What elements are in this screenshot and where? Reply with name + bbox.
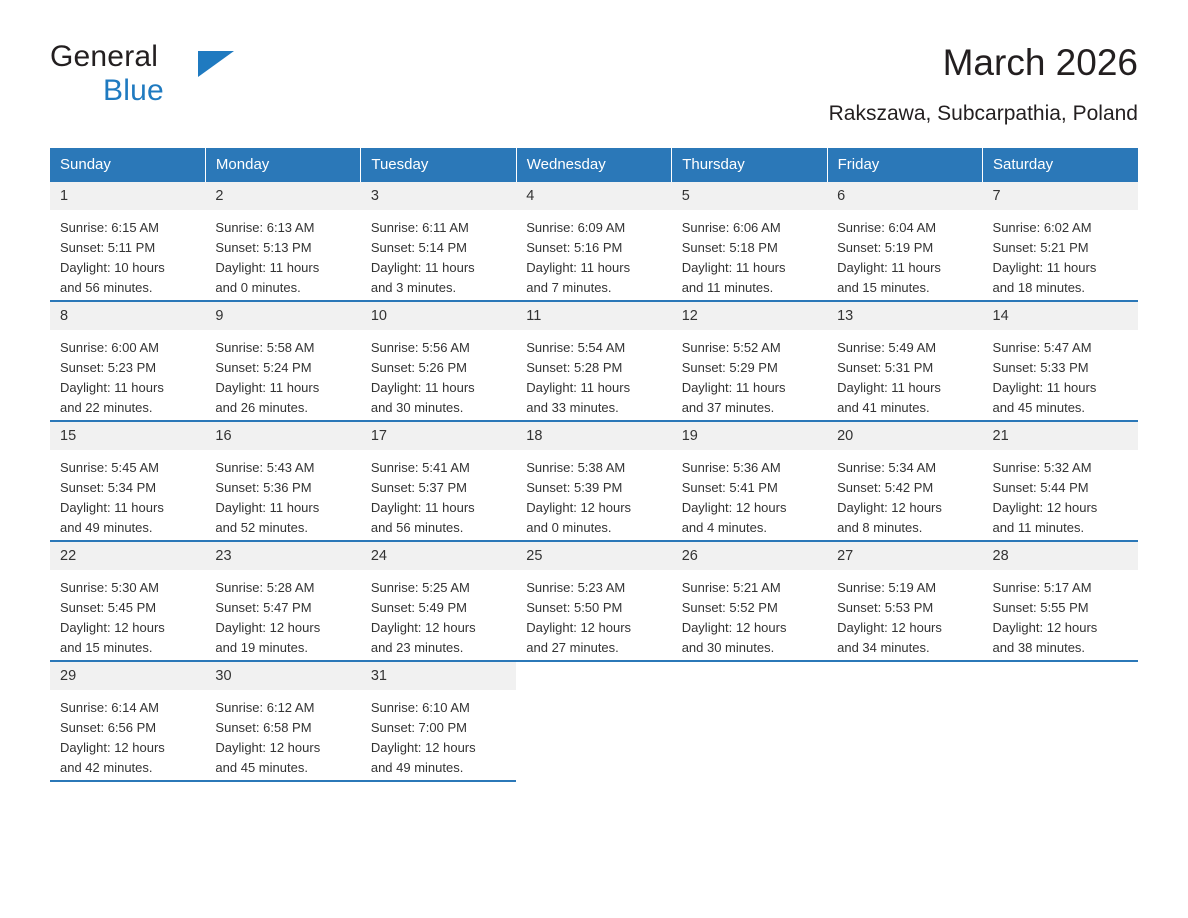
day-cell bbox=[516, 541, 671, 661]
day-details bbox=[827, 330, 982, 418]
sunrise-text: Sunrise: 5:30 AM bbox=[60, 580, 159, 596]
sunrise-text: Sunrise: 5:54 AM bbox=[526, 340, 626, 356]
sunset-text: Sunset: 5:34 PM bbox=[60, 480, 157, 496]
sunrise-text: Sunrise: 6:04 AM bbox=[837, 220, 937, 236]
day-number: 16 bbox=[205, 422, 360, 451]
daylight-text-line1: Daylight: 12 hours bbox=[215, 620, 321, 636]
sunset-text: Sunset: 5:33 PM bbox=[992, 360, 1089, 376]
daylight-text-line1: Daylight: 11 hours bbox=[992, 260, 1097, 276]
sunset-text: Sunset: 7:00 PM bbox=[370, 720, 467, 736]
day-number: 1 bbox=[50, 182, 205, 211]
day-details bbox=[672, 330, 827, 418]
day-details bbox=[205, 690, 360, 778]
day-cell-empty bbox=[672, 661, 827, 781]
generalblue-logo bbox=[50, 42, 250, 112]
day-cell bbox=[50, 301, 205, 421]
sunrise-text: Sunrise: 5:38 AM bbox=[526, 460, 626, 476]
sunrise-text: Sunrise: 6:13 AM bbox=[215, 220, 315, 236]
daylight-text-line2: and 52 minutes. bbox=[215, 520, 308, 536]
sunrise-text: Sunrise: 5:34 AM bbox=[837, 460, 937, 476]
daylight-text-line1: Daylight: 11 hours bbox=[215, 260, 320, 276]
sunset-text: Sunset: 5:29 PM bbox=[681, 360, 778, 376]
daylight-text-line2: and 56 minutes. bbox=[370, 520, 464, 536]
day-cell bbox=[205, 182, 360, 301]
sunset-text: Sunset: 5:11 PM bbox=[60, 240, 156, 256]
day-details bbox=[672, 570, 827, 658]
daylight-text-line1: Daylight: 12 hours bbox=[215, 740, 321, 756]
sunrise-text: Sunrise: 5:23 AM bbox=[526, 580, 626, 596]
sunrise-text: Sunrise: 6:02 AM bbox=[992, 220, 1092, 236]
sunset-text: Sunset: 6:56 PM bbox=[60, 720, 157, 736]
weekday-header-friday: Friday bbox=[827, 148, 982, 182]
day-details bbox=[516, 210, 671, 298]
day-cell bbox=[672, 301, 827, 421]
daylight-text-line2: and 27 minutes. bbox=[526, 640, 619, 656]
daylight-text-line1: Daylight: 10 hours bbox=[60, 260, 165, 276]
daylight-text-line1: Daylight: 11 hours bbox=[215, 500, 320, 516]
daylight-text-line1: Daylight: 12 hours bbox=[837, 620, 942, 636]
sunrise-text: Sunrise: 5:58 AM bbox=[215, 340, 315, 356]
sunrise-text: Sunrise: 5:41 AM bbox=[370, 460, 470, 476]
sunset-text: Sunset: 5:24 PM bbox=[215, 360, 312, 376]
day-cell bbox=[50, 541, 205, 661]
daylight-text-line1: Daylight: 11 hours bbox=[526, 380, 631, 396]
sunset-text: Sunset: 5:18 PM bbox=[681, 240, 778, 256]
day-number: 20 bbox=[827, 422, 982, 451]
daylight-text-line2: and 3 minutes. bbox=[370, 280, 457, 296]
sunset-text: Sunset: 5:19 PM bbox=[837, 240, 934, 256]
sunset-text: Sunset: 6:58 PM bbox=[215, 720, 312, 736]
day-cell bbox=[672, 421, 827, 541]
sunrise-text: Sunrise: 6:15 AM bbox=[60, 220, 159, 236]
sunset-text: Sunset: 5:26 PM bbox=[370, 360, 467, 376]
daylight-text-line2: and 18 minutes. bbox=[992, 280, 1086, 296]
sunrise-text: Sunrise: 5:45 AM bbox=[60, 460, 159, 476]
day-details bbox=[205, 330, 360, 418]
day-number: 18 bbox=[516, 422, 671, 451]
daylight-text-line1: Daylight: 12 hours bbox=[992, 500, 1098, 516]
day-details bbox=[516, 570, 671, 658]
weekday-header-saturday: Saturday bbox=[983, 148, 1138, 182]
daylight-text-line2: and 0 minutes. bbox=[215, 280, 301, 296]
sunset-text: Sunset: 5:39 PM bbox=[526, 480, 623, 496]
day-number: 19 bbox=[672, 422, 827, 451]
day-details bbox=[205, 450, 360, 538]
day-cell bbox=[827, 182, 982, 301]
day-number: 9 bbox=[205, 302, 360, 331]
daylight-text-line1: Daylight: 12 hours bbox=[526, 500, 632, 516]
daylight-text-line2: and 42 minutes. bbox=[60, 760, 153, 776]
day-number: 25 bbox=[516, 542, 671, 571]
sunset-text: Sunset: 5:23 PM bbox=[60, 360, 157, 376]
sunset-text: Sunset: 5:41 PM bbox=[681, 480, 778, 496]
day-number: 24 bbox=[361, 542, 516, 571]
daylight-text-line1: Daylight: 12 hours bbox=[60, 740, 165, 756]
daylight-text-line2: and 41 minutes. bbox=[837, 400, 930, 416]
day-details bbox=[983, 210, 1138, 298]
sunset-text: Sunset: 5:42 PM bbox=[837, 480, 934, 496]
day-cell bbox=[672, 182, 827, 301]
day-number: 31 bbox=[361, 662, 516, 691]
sunset-text: Sunset: 5:28 PM bbox=[526, 360, 623, 376]
daylight-text-line1: Daylight: 12 hours bbox=[526, 620, 632, 636]
day-number: 27 bbox=[827, 542, 982, 571]
day-cell bbox=[361, 421, 516, 541]
sunset-text: Sunset: 5:55 PM bbox=[992, 600, 1089, 616]
day-cell bbox=[205, 421, 360, 541]
day-number: 7 bbox=[983, 182, 1138, 211]
page-header bbox=[50, 0, 1138, 126]
daylight-text-line1: Daylight: 11 hours bbox=[837, 260, 941, 276]
day-cell bbox=[827, 301, 982, 421]
title-block bbox=[829, 42, 1138, 126]
daylight-text-line2: and 34 minutes. bbox=[837, 640, 930, 656]
day-number: 10 bbox=[361, 302, 516, 331]
day-cell-empty bbox=[983, 661, 1138, 781]
daylight-text-line2: and 45 minutes. bbox=[992, 400, 1086, 416]
daylight-text-line1: Daylight: 11 hours bbox=[370, 380, 475, 396]
day-cell bbox=[50, 421, 205, 541]
weekday-header-row bbox=[50, 148, 1138, 182]
day-details bbox=[983, 570, 1138, 658]
weekday-header-tuesday: Tuesday bbox=[361, 148, 516, 182]
sunset-text: Sunset: 5:36 PM bbox=[215, 480, 312, 496]
sunrise-text: Sunrise: 5:56 AM bbox=[370, 340, 470, 356]
sunrise-text: Sunrise: 5:52 AM bbox=[681, 340, 781, 356]
daylight-text-line1: Daylight: 11 hours bbox=[681, 380, 786, 396]
sunrise-text: Sunrise: 6:11 AM bbox=[370, 220, 469, 236]
sunrise-text: Sunrise: 6:06 AM bbox=[681, 220, 781, 236]
day-cell bbox=[50, 182, 205, 301]
day-cell-empty bbox=[516, 661, 671, 781]
day-number: 29 bbox=[50, 662, 205, 691]
day-number: 30 bbox=[205, 662, 360, 691]
daylight-text-line2: and 8 minutes. bbox=[837, 520, 923, 536]
daylight-text-line1: Daylight: 11 hours bbox=[370, 260, 475, 276]
day-details bbox=[827, 210, 982, 298]
location-subtitle: Rakszawa, Subcarpathia, Poland bbox=[828, 101, 1138, 125]
sunset-text: Sunset: 5:45 PM bbox=[60, 600, 157, 616]
day-cell bbox=[516, 301, 671, 421]
sunset-text: Sunset: 5:31 PM bbox=[837, 360, 934, 376]
daylight-text-line1: Daylight: 12 hours bbox=[681, 500, 787, 516]
calendar-week-row bbox=[50, 661, 1138, 781]
day-cell bbox=[205, 661, 360, 781]
page-title: March 2026 bbox=[942, 42, 1138, 83]
day-number: 21 bbox=[983, 422, 1138, 451]
daylight-text-line1: Daylight: 11 hours bbox=[370, 500, 475, 516]
sunrise-text: Sunrise: 5:32 AM bbox=[992, 460, 1092, 476]
day-number bbox=[672, 662, 827, 676]
day-number: 13 bbox=[827, 302, 982, 331]
day-cell bbox=[361, 182, 516, 301]
weekday-header-sunday: Sunday bbox=[50, 148, 205, 182]
daylight-text-line1: Daylight: 11 hours bbox=[215, 380, 320, 396]
sunrise-text: Sunrise: 6:12 AM bbox=[215, 700, 315, 716]
day-cell bbox=[516, 182, 671, 301]
day-cell bbox=[672, 541, 827, 661]
day-details bbox=[50, 330, 205, 418]
sunrise-text: Sunrise: 5:43 AM bbox=[215, 460, 315, 476]
daylight-text-line1: Daylight: 11 hours bbox=[60, 500, 164, 516]
day-details bbox=[361, 570, 516, 658]
day-details bbox=[50, 570, 205, 658]
day-details bbox=[50, 210, 205, 298]
day-number: 11 bbox=[516, 302, 671, 331]
day-number: 2 bbox=[205, 182, 360, 211]
sunrise-text: Sunrise: 6:10 AM bbox=[370, 700, 470, 716]
calendar-week-row bbox=[50, 301, 1138, 421]
day-details bbox=[983, 330, 1138, 418]
logo-text-general: General bbox=[50, 40, 159, 73]
daylight-text-line2: and 19 minutes. bbox=[215, 640, 308, 656]
weekday-header-wednesday: Wednesday bbox=[516, 148, 671, 182]
day-cell bbox=[827, 421, 982, 541]
day-number bbox=[983, 662, 1138, 676]
day-cell-empty bbox=[827, 661, 982, 781]
day-details bbox=[827, 450, 982, 538]
daylight-text-line1: Daylight: 12 hours bbox=[992, 620, 1098, 636]
day-number: 14 bbox=[983, 302, 1138, 331]
day-details bbox=[361, 450, 516, 538]
daylight-text-line2: and 15 minutes. bbox=[837, 280, 930, 296]
day-number: 17 bbox=[361, 422, 516, 451]
day-cell bbox=[983, 541, 1138, 661]
daylight-text-line1: Daylight: 11 hours bbox=[526, 260, 631, 276]
daylight-text-line2: and 7 minutes. bbox=[526, 280, 612, 296]
day-number: 5 bbox=[672, 182, 827, 211]
day-number: 26 bbox=[672, 542, 827, 571]
daylight-text-line2: and 37 minutes. bbox=[681, 400, 775, 416]
daylight-text-line2: and 45 minutes. bbox=[215, 760, 308, 776]
sunset-text: Sunset: 5:16 PM bbox=[526, 240, 623, 256]
daylight-text-line1: Daylight: 12 hours bbox=[370, 740, 476, 756]
daylight-text-line1: Daylight: 11 hours bbox=[681, 260, 786, 276]
day-details bbox=[983, 450, 1138, 538]
day-number: 12 bbox=[672, 302, 827, 331]
day-details bbox=[361, 330, 516, 418]
sunset-text: Sunset: 5:50 PM bbox=[526, 600, 623, 616]
daylight-text-line2: and 30 minutes. bbox=[681, 640, 775, 656]
sunrise-text: Sunrise: 5:25 AM bbox=[370, 580, 470, 596]
daylight-text-line1: Daylight: 12 hours bbox=[837, 500, 942, 516]
sunset-text: Sunset: 5:37 PM bbox=[370, 480, 467, 496]
day-cell bbox=[516, 421, 671, 541]
day-cell bbox=[983, 301, 1138, 421]
sunrise-text: Sunrise: 5:28 AM bbox=[215, 580, 315, 596]
day-details bbox=[827, 570, 982, 658]
daylight-text-line2: and 22 minutes. bbox=[60, 400, 153, 416]
daylight-text-line2: and 11 minutes. bbox=[681, 280, 774, 296]
sunset-text: Sunset: 5:21 PM bbox=[992, 240, 1089, 256]
daylight-text-line2: and 33 minutes. bbox=[526, 400, 619, 416]
sunset-text: Sunset: 5:47 PM bbox=[215, 600, 312, 616]
day-cell bbox=[50, 661, 205, 781]
daylight-text-line1: Daylight: 11 hours bbox=[992, 380, 1097, 396]
day-number: 6 bbox=[827, 182, 982, 211]
day-cell bbox=[361, 661, 516, 781]
sunset-text: Sunset: 5:53 PM bbox=[837, 600, 934, 616]
daylight-text-line1: Daylight: 12 hours bbox=[681, 620, 787, 636]
day-details bbox=[672, 210, 827, 298]
sunrise-text: Sunrise: 5:49 AM bbox=[837, 340, 937, 356]
logo-text-blue: Blue bbox=[103, 74, 164, 107]
daylight-text-line2: and 15 minutes. bbox=[60, 640, 153, 656]
day-details bbox=[672, 450, 827, 538]
day-number: 4 bbox=[516, 182, 671, 211]
daylight-text-line2: and 30 minutes. bbox=[370, 400, 464, 416]
day-details bbox=[50, 690, 205, 778]
daylight-text-line2: and 0 minutes. bbox=[526, 520, 612, 536]
weekday-header-monday: Monday bbox=[205, 148, 360, 182]
day-number bbox=[827, 662, 982, 676]
day-number: 15 bbox=[50, 422, 205, 451]
sunrise-text: Sunrise: 5:21 AM bbox=[681, 580, 781, 596]
day-cell bbox=[983, 421, 1138, 541]
sunrise-text: Sunrise: 5:47 AM bbox=[992, 340, 1092, 356]
day-details bbox=[361, 690, 516, 778]
day-details bbox=[50, 450, 205, 538]
sunrise-text: Sunrise: 6:00 AM bbox=[60, 340, 159, 356]
sunset-text: Sunset: 5:52 PM bbox=[681, 600, 778, 616]
sunrise-text: Sunrise: 6:09 AM bbox=[526, 220, 626, 236]
day-cell bbox=[205, 541, 360, 661]
daylight-text-line2: and 49 minutes. bbox=[60, 520, 153, 536]
sunrise-text: Sunrise: 6:14 AM bbox=[60, 700, 159, 716]
sunset-text: Sunset: 5:44 PM bbox=[992, 480, 1089, 496]
day-details bbox=[205, 570, 360, 658]
sunset-text: Sunset: 5:13 PM bbox=[215, 240, 312, 256]
day-number: 22 bbox=[50, 542, 205, 571]
day-details bbox=[516, 330, 671, 418]
sunrise-sunset-calendar bbox=[50, 148, 1138, 782]
weekday-header-thursday: Thursday bbox=[672, 148, 827, 182]
logo-triangle-icon bbox=[198, 51, 234, 77]
daylight-text-line2: and 26 minutes. bbox=[215, 400, 308, 416]
day-cell bbox=[983, 182, 1138, 301]
calendar-week-row bbox=[50, 421, 1138, 541]
day-details bbox=[361, 210, 516, 298]
calendar-week-row bbox=[50, 182, 1138, 301]
day-cell bbox=[361, 541, 516, 661]
daylight-text-line1: Daylight: 11 hours bbox=[837, 380, 941, 396]
sunset-text: Sunset: 5:49 PM bbox=[370, 600, 467, 616]
sunset-text: Sunset: 5:14 PM bbox=[370, 240, 467, 256]
daylight-text-line2: and 23 minutes. bbox=[370, 640, 464, 656]
daylight-text-line2: and 4 minutes. bbox=[681, 520, 767, 536]
daylight-text-line1: Daylight: 12 hours bbox=[60, 620, 165, 636]
day-details bbox=[205, 210, 360, 298]
daylight-text-line2: and 11 minutes. bbox=[992, 520, 1085, 536]
day-cell bbox=[827, 541, 982, 661]
sunrise-text: Sunrise: 5:36 AM bbox=[681, 460, 781, 476]
sunrise-text: Sunrise: 5:19 AM bbox=[837, 580, 937, 596]
day-cell bbox=[205, 301, 360, 421]
daylight-text-line1: Daylight: 11 hours bbox=[60, 380, 164, 396]
day-details bbox=[516, 450, 671, 538]
daylight-text-line1: Daylight: 12 hours bbox=[370, 620, 476, 636]
daylight-text-line2: and 38 minutes. bbox=[992, 640, 1086, 656]
day-number: 23 bbox=[205, 542, 360, 571]
day-number: 3 bbox=[361, 182, 516, 211]
daylight-text-line2: and 49 minutes. bbox=[370, 760, 464, 776]
daylight-text-line2: and 56 minutes. bbox=[60, 280, 153, 296]
day-cell bbox=[361, 301, 516, 421]
sunrise-text: Sunrise: 5:17 AM bbox=[992, 580, 1092, 596]
day-number bbox=[516, 662, 671, 676]
calendar-week-row bbox=[50, 541, 1138, 661]
day-number: 28 bbox=[983, 542, 1138, 571]
day-number: 8 bbox=[50, 302, 205, 331]
